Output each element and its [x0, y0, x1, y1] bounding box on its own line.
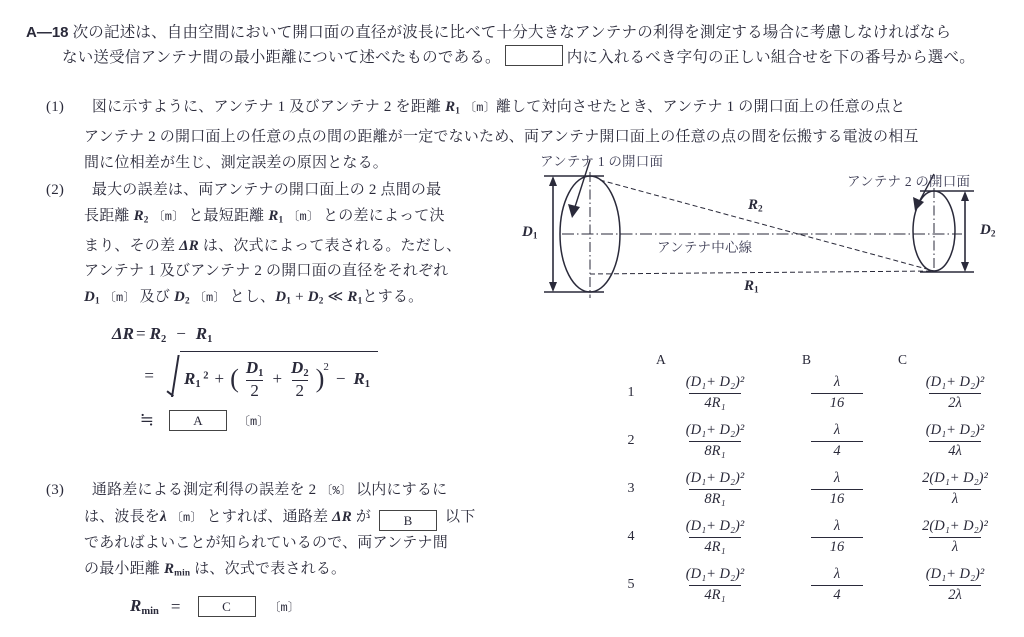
rmin-lhs: $R_{min}$ [130, 596, 159, 617]
fraction-denominator: λ [929, 537, 981, 556]
fraction-numerator: (D₁+ D₂)² [685, 421, 745, 438]
formula-line-2 [112, 349, 378, 403]
r1-label: $R_1$ [744, 278, 759, 296]
option-cell-a [642, 567, 788, 604]
rmin-formula [130, 596, 300, 617]
fraction-d2-denominator: 2 [292, 380, 309, 400]
formula-equals-1: = [136, 324, 146, 343]
fraction-numerator: λ [833, 517, 841, 534]
option-cell-b [788, 375, 886, 412]
radical-sign-icon [164, 351, 180, 401]
answer-box-c[interactable]: C [198, 596, 256, 617]
fraction [811, 375, 863, 412]
question-header [26, 20, 1016, 70]
fraction-denominator: 8R₁ [689, 441, 741, 460]
center-line-label: アンテナ中心線 [657, 240, 753, 255]
group-exponent: 2 [323, 361, 329, 373]
option-cell-a [642, 375, 788, 412]
option-cell-b [788, 567, 886, 604]
option-number: 4 [627, 529, 635, 544]
option-cell-c [886, 567, 1024, 604]
fraction-denominator: 4R₁ [689, 537, 741, 556]
open-paren: ( [230, 364, 239, 394]
formula-minus-1: − [176, 324, 186, 343]
column-header-a: A [656, 352, 666, 367]
fraction-denominator: 4 [811, 585, 863, 604]
formula-minus-2: − [335, 369, 346, 388]
d2-arrow-down-icon [961, 262, 969, 272]
column-header-c: C [898, 352, 908, 367]
answer-table-body [620, 369, 1024, 609]
r2-distance-line [600, 180, 934, 271]
fraction [680, 375, 750, 412]
paragraph-2-line-3: まり、その差 ΔR は、次式によって表される。ただし、 [84, 237, 462, 254]
antenna-diagram [522, 152, 1022, 317]
r2-label: $R_2$ [748, 197, 763, 215]
antenna2-callout-arrow-icon [913, 197, 924, 211]
answer-option-row[interactable] [620, 417, 1024, 465]
option-number: 3 [627, 481, 635, 496]
paragraph-2-body [84, 178, 516, 315]
option-cell-a [642, 519, 788, 556]
option-number: 1 [627, 385, 635, 400]
radicand [180, 351, 378, 401]
fraction [680, 423, 750, 460]
question-header-line1: 次の記述は、自由空間において開口面の直径が波長に比べて十分大きなアンテナの利得を測定する場合に考慮しなければなら [72, 24, 952, 41]
paragraph-3 [46, 478, 516, 587]
paragraph-2-label: (2) [46, 182, 65, 198]
option-cell-a [642, 471, 788, 508]
formula-r1: $R_1$ [195, 323, 213, 345]
option-cell-b [788, 423, 886, 460]
paragraph-2-line-4: アンテナ 1 及びアンテナ 2 の開口面の直径をそれぞれ [84, 263, 449, 280]
fraction [811, 423, 863, 460]
paragraph-1-line-3: 間に位相差が生じ、測定誤差の原因となる。 [84, 154, 389, 171]
formula-equals-2: = [144, 366, 154, 385]
option-cell-b [788, 471, 886, 508]
fraction [811, 471, 863, 508]
fraction-numerator: λ [833, 565, 841, 582]
radicand-plus: + [214, 369, 225, 388]
fraction-denominator: 4R₁ [689, 585, 741, 604]
paragraph-3-line-1: 通路差による測定利得の誤差を 2 〔%〕 以内にするに [84, 482, 448, 498]
fraction-denominator: 16 [811, 537, 863, 556]
d2-arrow-up-icon [961, 191, 969, 201]
fraction-denominator: 2λ [929, 393, 981, 412]
paragraph-1-label: (1) [46, 99, 65, 115]
rmin-equals: = [170, 596, 181, 616]
fraction-denominator: λ [929, 489, 981, 508]
fraction-numerator: (D₁+ D₂)² [685, 469, 745, 486]
antenna2-aperture-label: アンテナ 2 の開口面 [847, 174, 971, 189]
fraction [680, 471, 750, 508]
fraction-d1-denominator: 2 [246, 380, 263, 400]
d2-label: $D_2$ [980, 222, 996, 240]
paragraph-2-line-5: $D_1$ 〔m〕 及び $D_2$ 〔m〕 とし、$D_1 + D_2$ ≪ $R_1$とする。 [84, 288, 424, 307]
fraction [811, 567, 863, 604]
fraction-d1-numerator: $D_1$ [245, 357, 264, 379]
fraction-numerator: λ [833, 421, 841, 438]
question-header-line2-b: 内に入れるべき字句の正しい組合せを下の番号から選べ。 [566, 49, 975, 66]
fraction-denominator: 16 [811, 393, 863, 412]
fraction-numerator: (D₁+ D₂)² [925, 565, 985, 582]
close-paren: ) [315, 364, 325, 394]
fraction-numerator: (D₁+ D₂)² [685, 517, 745, 534]
column-header-b: B [802, 352, 812, 367]
option-cell-b [788, 519, 886, 556]
fraction [916, 519, 994, 556]
paragraph-1-line-1: 図に示すように、アンテナ 1 及びアンテナ 2 を距離 $R_1$ 〔m〕離して対向させたとき、アンテナ 1 の開口面上の任意の点と [84, 99, 906, 117]
fraction-plus: + [272, 369, 283, 388]
rmin-unit: 〔m〕 [268, 601, 300, 615]
formula-lhs: ΔR [112, 324, 134, 343]
fraction-denominator: 8R₁ [689, 489, 741, 508]
paragraph-3-label: (3) [46, 482, 65, 498]
paragraph-3-line-4: の最小距離 $R_{min}$ は、次式で表される。 [84, 560, 347, 579]
square-root [164, 351, 378, 401]
formula-unit-a: 〔m〕 [238, 414, 270, 429]
option-cell-c [886, 423, 1024, 460]
paragraph-2-line-1: 最大の誤差は、両アンテナの開口面上の 2 点間の最 [84, 182, 442, 198]
fraction-denominator: 4λ [929, 441, 981, 460]
d1-arrow-down-icon [549, 282, 557, 292]
antenna1-aperture-label: アンテナ 1 の開口面 [540, 154, 664, 169]
fraction [680, 519, 750, 556]
paragraph-2-line-2: 長距離 $R_2$ 〔m〕 と最短距離 $R_1$ 〔m〕 との差によって決 [84, 207, 445, 226]
antenna1-callout-arrow-icon [568, 204, 580, 218]
answer-box-b[interactable]: B [379, 510, 437, 531]
option-number: 5 [627, 577, 635, 592]
fraction [920, 567, 990, 604]
paragraph-1-line-2: アンテナ 2 の開口面上の任意の点の間の距離が一定でないため、両アンテナ開口面上の任意の点の間を伝搬する電波の相互 [84, 129, 919, 146]
fraction-denominator: 4R₁ [689, 393, 741, 412]
paragraph-2 [46, 178, 516, 315]
formula-r2: $R_2$ [149, 323, 167, 345]
fraction-numerator: λ [833, 469, 841, 486]
question-header-line2 [62, 45, 1016, 70]
fraction [811, 519, 863, 556]
paragraph-3-line-2: は、波長をλ 〔m〕 とすれば、通路差 ΔR が B 以下 [84, 505, 516, 532]
option-cell-a [642, 423, 788, 460]
answer-options-table [620, 352, 1024, 609]
fraction-numerator: (D₁+ D₂)² [685, 565, 745, 582]
question-number: A—18 [26, 24, 69, 41]
r1-distance-line [590, 271, 934, 274]
fraction [920, 423, 990, 460]
formula-tail-r1: $R_1$ [353, 368, 371, 390]
option-number: 2 [627, 433, 635, 448]
fraction [916, 471, 994, 508]
formula-approx: ≒ [139, 410, 154, 429]
paragraph-3-line-3: であればよいことが知られているので、両アンテナ間 [84, 535, 448, 551]
fraction-d2-over-2 [287, 359, 313, 400]
fraction-numerator: 2(D₁+ D₂)² [922, 517, 988, 534]
paragraph-3-body [84, 478, 516, 587]
answer-table-header [620, 352, 1024, 369]
option-cell-c [886, 519, 1024, 556]
fraction-denominator: 16 [811, 489, 863, 508]
fraction-denominator: 2λ [929, 585, 981, 604]
answer-option-row[interactable] [620, 369, 1024, 417]
d1-label: $D_1$ [522, 224, 538, 242]
answer-option-row[interactable] [620, 561, 1024, 609]
answer-box-a[interactable]: A [169, 410, 227, 431]
fraction-d1-over-2 [242, 359, 268, 400]
fraction [920, 375, 990, 412]
fraction-numerator: λ [833, 373, 841, 390]
answer-option-row[interactable] [620, 513, 1024, 561]
fraction-numerator: (D₁+ D₂)² [685, 373, 745, 390]
fraction-numerator: (D₁+ D₂)² [925, 373, 985, 390]
option-cell-c [886, 471, 1024, 508]
fraction-denominator: 4 [811, 441, 863, 460]
answer-option-row[interactable] [620, 465, 1024, 513]
header-blank-box[interactable] [505, 45, 563, 66]
question-header-line2-a: ない送受信アンテナ間の最小距離について述べたものである。 [62, 49, 501, 66]
delta-r-formula [112, 320, 378, 435]
formula-line-1 [112, 320, 378, 348]
d1-arrow-up-icon [549, 176, 557, 186]
radicand-r1-squared: $R_1$ $^2$ [184, 368, 209, 390]
fraction [680, 567, 750, 604]
formula-line-3 [112, 405, 378, 435]
option-cell-c [886, 375, 1024, 412]
fraction-d2-numerator: $D_2$ [291, 357, 309, 379]
fraction-numerator: (D₁+ D₂)² [925, 421, 985, 438]
fraction-numerator: 2(D₁+ D₂)² [922, 469, 988, 486]
